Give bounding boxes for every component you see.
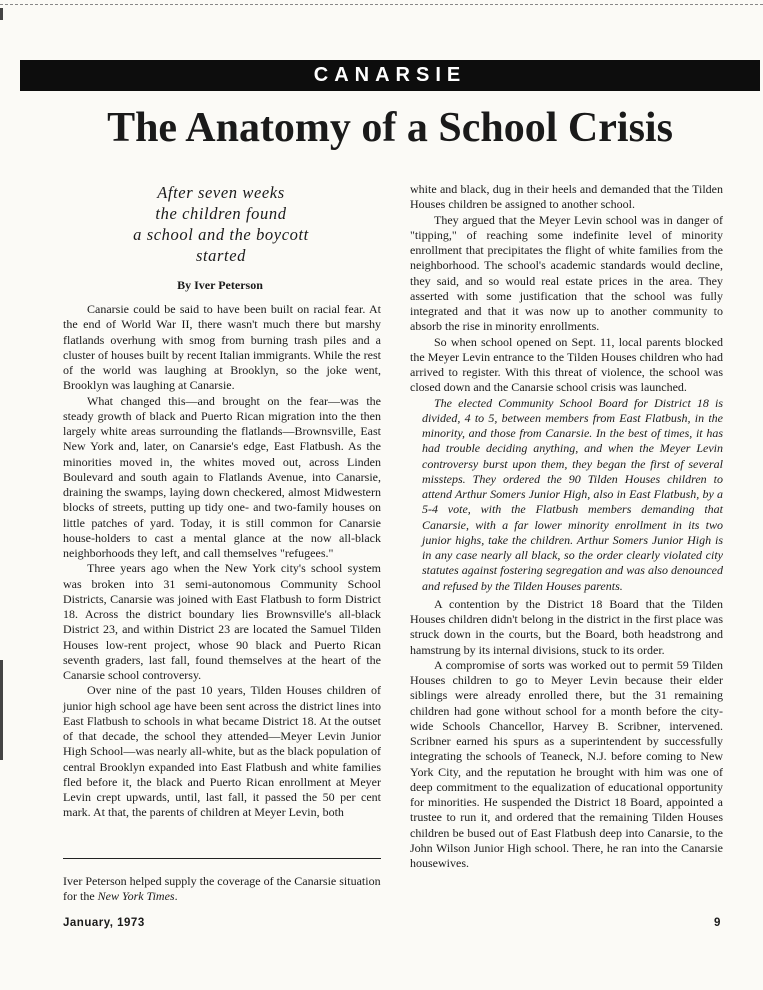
issue-date: January, 1973 (63, 917, 145, 929)
body-paragraph: A contention by the District 18 Board that the Tilden Houses children didn't belong in the district in the first place was struck down in the courts, but the Board, both headstrong and hamstrung by its internal divisions, stuck to its order. (410, 596, 723, 657)
article-subhead (96, 182, 346, 266)
subhead-line: the children found (155, 204, 287, 223)
subhead-line: After seven weeks (157, 183, 285, 202)
body-paragraph: Over nine of the past 10 years, Tilden Houses children of junior high school age have been sent across the district lines into East Flatbush to schools in what became District 18. At the outset of that decade, the school they attended—Meyer Levin Junior High School—was nearly all-white, but as the black population of central Brooklyn expanded into East Flatbush and white families fled before it, the black and Puerto Rican enrollment at Meyer Levin crept upwards, until, last fall, it passed the 50 per cent mark. At that, the parents of children at Meyer Levin, both (63, 683, 381, 820)
body-paragraph: A compromise of sorts was worked out to permit 59 Tilden Houses children to go to Meyer Levin because their elder siblings were already enrolled there, but the 31 remaining children had gone without school for a month before the city-wide Schools Chancellor, Harvey B. Scribner, intervened. Scribner earned his spurs as a superintendent by successfully integrating the schools of Teaneck, N.J. before coming to New York City, and the reputation he brought with him was one of deep commitment to the equalization of educational opportunity for minorities. He suspended the District 18 Board, appointed a trustee to run it, and ordered that the remaining Tilden Houses children be bused out of East Flatbush deep into Canarsie, to the John Wilson Junior High school. There, he ran into the Canarsie housewives. (410, 657, 723, 870)
footnote-rule (63, 858, 381, 859)
author-footnote (63, 874, 381, 904)
article-title: The Anatomy of a School Crisis (107, 105, 673, 151)
body-paragraph: They argued that the Meyer Levin school was in danger of "tipping," of reaching some indefinite level of minority enrollment that precipitates the flight of white families from the neighborhood. The school's academic standards would decline, they said, and so would real estate prices in the area. They asserted with some justification that the school was fully integrated and that it was now up to another community to absorb the rise in minority enrollments. (410, 212, 723, 334)
right-column (410, 182, 723, 871)
body-paragraph: Three years ago when the New York city's school system was broken into 31 semi-autonomous Community School Districts, Canarsie was joined with East Flatbush to form District 18. Across the district boundary lies Brownsville's all-black District 23, and within District 23 are located the Samuel Tilden Houses low-rent project, whose 90 black and Puerto Rican seventh graders, last fall, found themselves at the heart of the Canarsie school controversy. (63, 561, 381, 682)
footnote-end: . (174, 889, 178, 903)
footnote-publication: New York Times (97, 889, 175, 903)
top-dashed-rule (0, 4, 763, 5)
page-number: 9 (714, 917, 721, 929)
body-paragraph: Canarsie could be said to have been built on racial fear. At the end of World War II, there wasn't much there but marshy flatlands overhung with smog from burning trash piles and a cluster of houses built by recent Italian immigrants. While the rest of the world was laughing at Brooklyn, so the joke went, Brooklyn was laughing at Canarsie. (63, 302, 381, 393)
body-paragraph: So when school opened on Sept. 11, local parents blocked the Meyer Levin entrance to the Tilden Houses children who had arrived to register. With this threat of violence, the school was closed down and the Canarsie school crisis was launched. (410, 334, 723, 395)
scan-edge-mark (0, 8, 3, 20)
footnote-text: Iver Peterson helped supply the coverage of the Canarsie situation for the (63, 874, 381, 903)
left-column (63, 302, 381, 821)
byline: By Iver Peterson (177, 278, 263, 292)
body-paragraph: What changed this—and brought on the fear—was the steady growth of black and Puerto Rican migration into the then largely white areas surrounding the flatlands—Brownsville, East New York and, later, on Canarsie's edge, East Flatbush. As the minorities moved in, the whites moved out, across Linden Boulevard and south again to Flatlands Avenue, into Canarsie, draining the swamps, laying down checkered, almost Midwestern blocks of streets, putting up tidy one- and two-family houses on little patches of yard. Today, it is still common for Canarsie house-holders to cast a mental glance at the now all-black neighborhoods they left, and call themselves "refugees." (63, 393, 381, 560)
subhead-line: a school and the boycott (133, 225, 309, 244)
scan-edge-mark (0, 660, 3, 760)
subhead-line: started (195, 246, 247, 265)
italic-intro-paragraph: The elected Community School Board for District 18 is divided, 4 to 5, between members from East Flatbush, in the minority, and those from Canarsie. In the best of times, it has had trouble deciding anything, and when the Meyer Levin controversy burst upon them, they began the first of several missteps. They ordered the 90 Tilden Houses children to attend Arthur Somers Junior High, also in East Flatbush, by a 5-4 vote, with the Flatbush members demanding that Canarsie, with a far lower minority enrollment in its two junior highs, take the children. Arthur Somers Junior High is in any case nearly all black, so the order clearly violated city statutes against fostering segregation and was also denounced and refused by the Tilden Houses parents. (422, 395, 723, 593)
body-paragraph-continued: white and black, dug in their heels and demanded that the Tilden Houses children be assigned to another school. (410, 182, 723, 212)
section-banner: CANARSIE (20, 60, 760, 91)
